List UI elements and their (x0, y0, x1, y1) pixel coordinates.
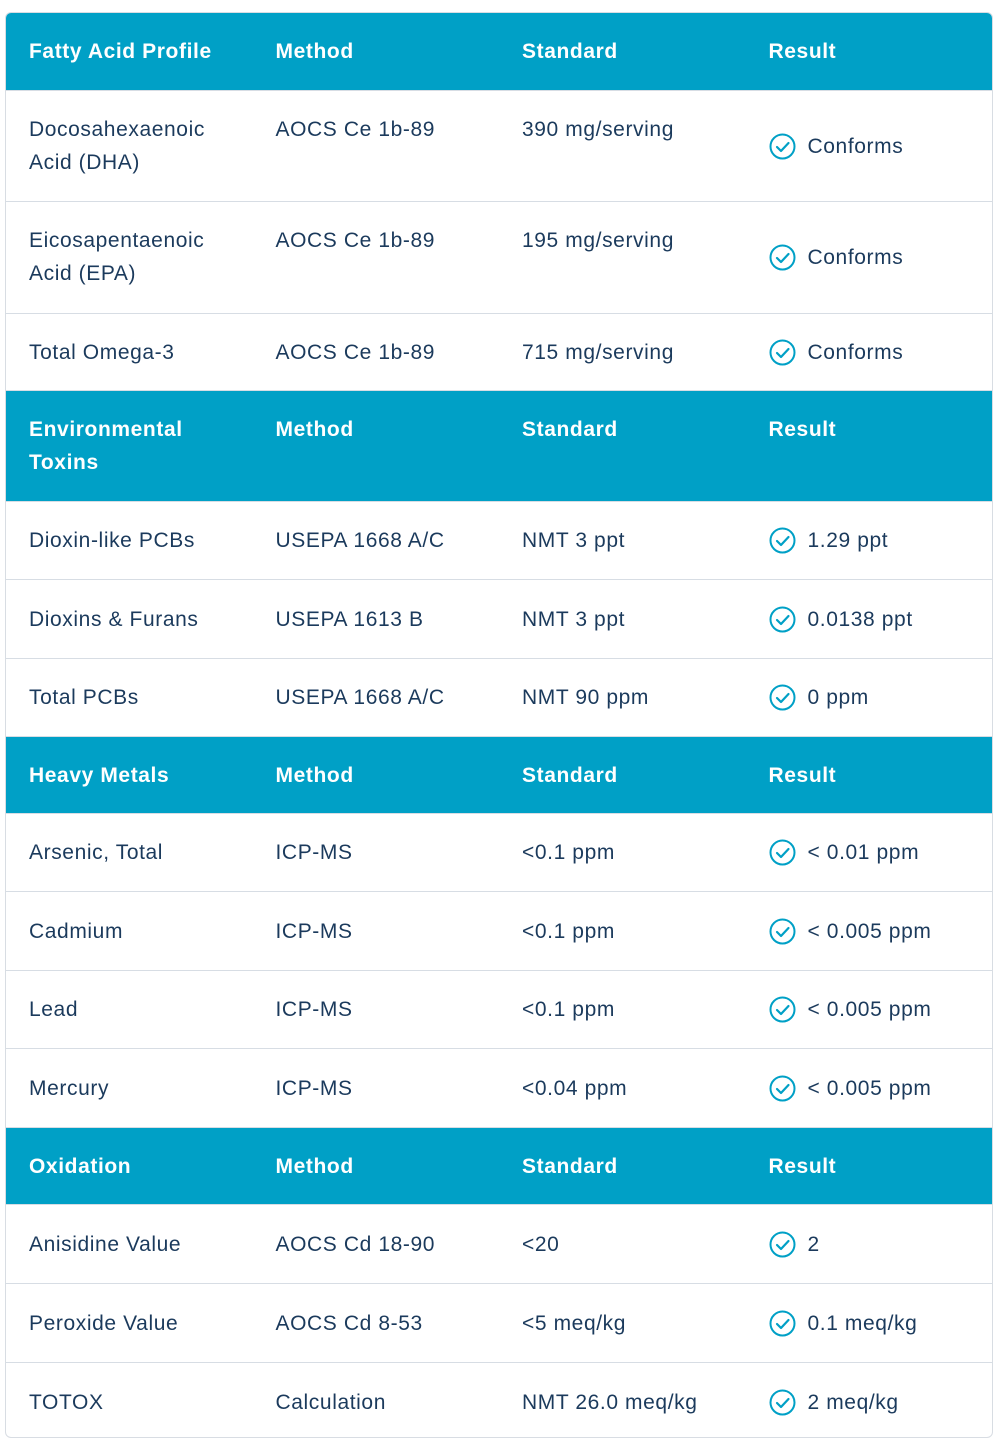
result-value: Conforms (807, 246, 904, 269)
column-header-method: Method (275, 418, 354, 441)
column-header-result: Result (768, 40, 837, 63)
test-result (746, 580, 993, 658)
section-header-heavy-metals (6, 737, 992, 814)
test-method: USEPA 1668 A/C (275, 686, 445, 709)
test-method: USEPA 1613 B (275, 607, 424, 631)
test-result (746, 202, 993, 313)
section-title: Environmental Toxins (29, 418, 183, 474)
test-name: Eicosapentaenoic Acid (EPA) (29, 229, 205, 285)
test-method: ICP-MS (275, 919, 353, 943)
table-row (6, 971, 992, 1049)
check-circle-icon (769, 1310, 796, 1337)
section-title: Oxidation (29, 1154, 132, 1178)
test-name: Docosahexaenoic Acid (DHA) (29, 118, 205, 174)
test-name: Total Omega-3 (29, 340, 175, 364)
test-method: USEPA 1668 A/C (275, 529, 445, 552)
section-header-oxidation (6, 1128, 992, 1205)
test-standard: <5 meq/kg (522, 1311, 627, 1335)
column-header-standard: Standard (522, 1154, 618, 1178)
test-method: AOCS Cd 8-53 (275, 1311, 423, 1335)
result-value: 0.0138 ppt (807, 607, 913, 631)
table-row (6, 892, 992, 971)
test-result (746, 502, 993, 579)
test-result (746, 1363, 993, 1438)
test-result (746, 814, 993, 891)
table-row (6, 659, 992, 737)
column-header-method: Method (275, 1154, 354, 1178)
test-result (746, 659, 993, 736)
result-value: < 0.005 ppm (807, 998, 932, 1021)
check-circle-icon (769, 133, 796, 160)
table-row (6, 1284, 992, 1363)
result-value: 2 meq/kg (807, 1391, 899, 1414)
table-row (6, 1049, 992, 1128)
table-row (6, 1363, 992, 1438)
column-header-result: Result (768, 1154, 837, 1178)
test-name: Cadmium (29, 919, 124, 943)
check-circle-icon (769, 918, 796, 945)
result-value: Conforms (807, 134, 904, 158)
column-header-method: Method (275, 763, 354, 787)
section-title: Fatty Acid Profile (29, 40, 212, 63)
test-name: Lead (29, 998, 79, 1021)
test-name: Peroxide Value (29, 1311, 179, 1335)
test-method: ICP-MS (275, 841, 353, 864)
test-standard: NMT 26.0 meq/kg (522, 1391, 698, 1414)
test-standard: NMT 90 ppm (522, 686, 649, 709)
result-value: 0 ppm (807, 686, 869, 709)
table-row (6, 314, 992, 391)
test-method: AOCS Ce 1b-89 (275, 229, 436, 252)
test-method: ICP-MS (275, 1076, 353, 1100)
test-method: AOCS Cd 18-90 (275, 1232, 436, 1256)
table-row (6, 502, 992, 580)
test-standard: 390 mg/serving (522, 118, 674, 141)
table-row (6, 202, 992, 314)
result-value: 0.1 meq/kg (807, 1311, 918, 1335)
column-header-result: Result (768, 763, 837, 787)
check-circle-icon (769, 244, 796, 271)
table-row (6, 1205, 992, 1284)
test-standard: <0.04 ppm (522, 1076, 628, 1100)
result-value: < 0.005 ppm (807, 1076, 932, 1100)
test-method: AOCS Ce 1b-89 (275, 118, 436, 141)
check-circle-icon (769, 339, 796, 366)
check-circle-icon (769, 684, 796, 711)
test-result (746, 1205, 993, 1283)
section-header-environmental-toxins (6, 391, 992, 502)
test-standard: 195 mg/serving (522, 229, 674, 252)
section-header-fatty-acid (6, 13, 992, 91)
column-header-standard: Standard (522, 763, 618, 787)
test-standard: <0.1 ppm (522, 998, 615, 1021)
column-header-result: Result (768, 418, 837, 441)
check-circle-icon (769, 1075, 796, 1102)
check-circle-icon (769, 996, 796, 1023)
test-name: TOTOX (29, 1391, 104, 1414)
result-value: Conforms (807, 340, 904, 364)
test-result (746, 971, 993, 1048)
test-result (746, 1049, 993, 1127)
check-circle-icon (769, 839, 796, 866)
check-circle-icon (769, 1231, 796, 1258)
table-row (6, 91, 992, 202)
column-header-standard: Standard (522, 40, 618, 63)
test-results-table (5, 12, 993, 1438)
column-header-standard: Standard (522, 418, 618, 441)
test-name: Arsenic, Total (29, 841, 164, 864)
check-circle-icon (769, 527, 796, 554)
test-result (746, 892, 993, 970)
test-standard: <20 (522, 1232, 560, 1256)
result-value: < 0.005 ppm (807, 919, 932, 943)
result-value: < 0.01 ppm (807, 841, 920, 864)
check-circle-icon (769, 1389, 796, 1416)
column-header-method: Method (275, 40, 354, 63)
test-standard: <0.1 ppm (522, 919, 615, 943)
test-result (746, 1284, 993, 1362)
result-value: 1.29 ppt (807, 529, 889, 552)
test-name: Total PCBs (29, 686, 139, 709)
test-name: Dioxin-like PCBs (29, 529, 195, 552)
result-value: 2 (807, 1232, 820, 1256)
test-result (746, 91, 993, 201)
test-standard: NMT 3 ppt (522, 607, 626, 631)
test-standard: <0.1 ppm (522, 841, 615, 864)
test-method: ICP-MS (275, 998, 353, 1021)
test-name: Dioxins & Furans (29, 607, 199, 631)
test-standard: 715 mg/serving (522, 340, 674, 364)
test-name: Anisidine Value (29, 1232, 182, 1256)
check-circle-icon (769, 606, 796, 633)
table-row (6, 814, 992, 892)
table-row (6, 580, 992, 659)
test-result (746, 314, 993, 390)
test-method: Calculation (275, 1391, 386, 1414)
test-method: AOCS Ce 1b-89 (275, 340, 436, 364)
test-standard: NMT 3 ppt (522, 529, 626, 552)
test-name: Mercury (29, 1076, 110, 1100)
section-title: Heavy Metals (29, 763, 170, 787)
